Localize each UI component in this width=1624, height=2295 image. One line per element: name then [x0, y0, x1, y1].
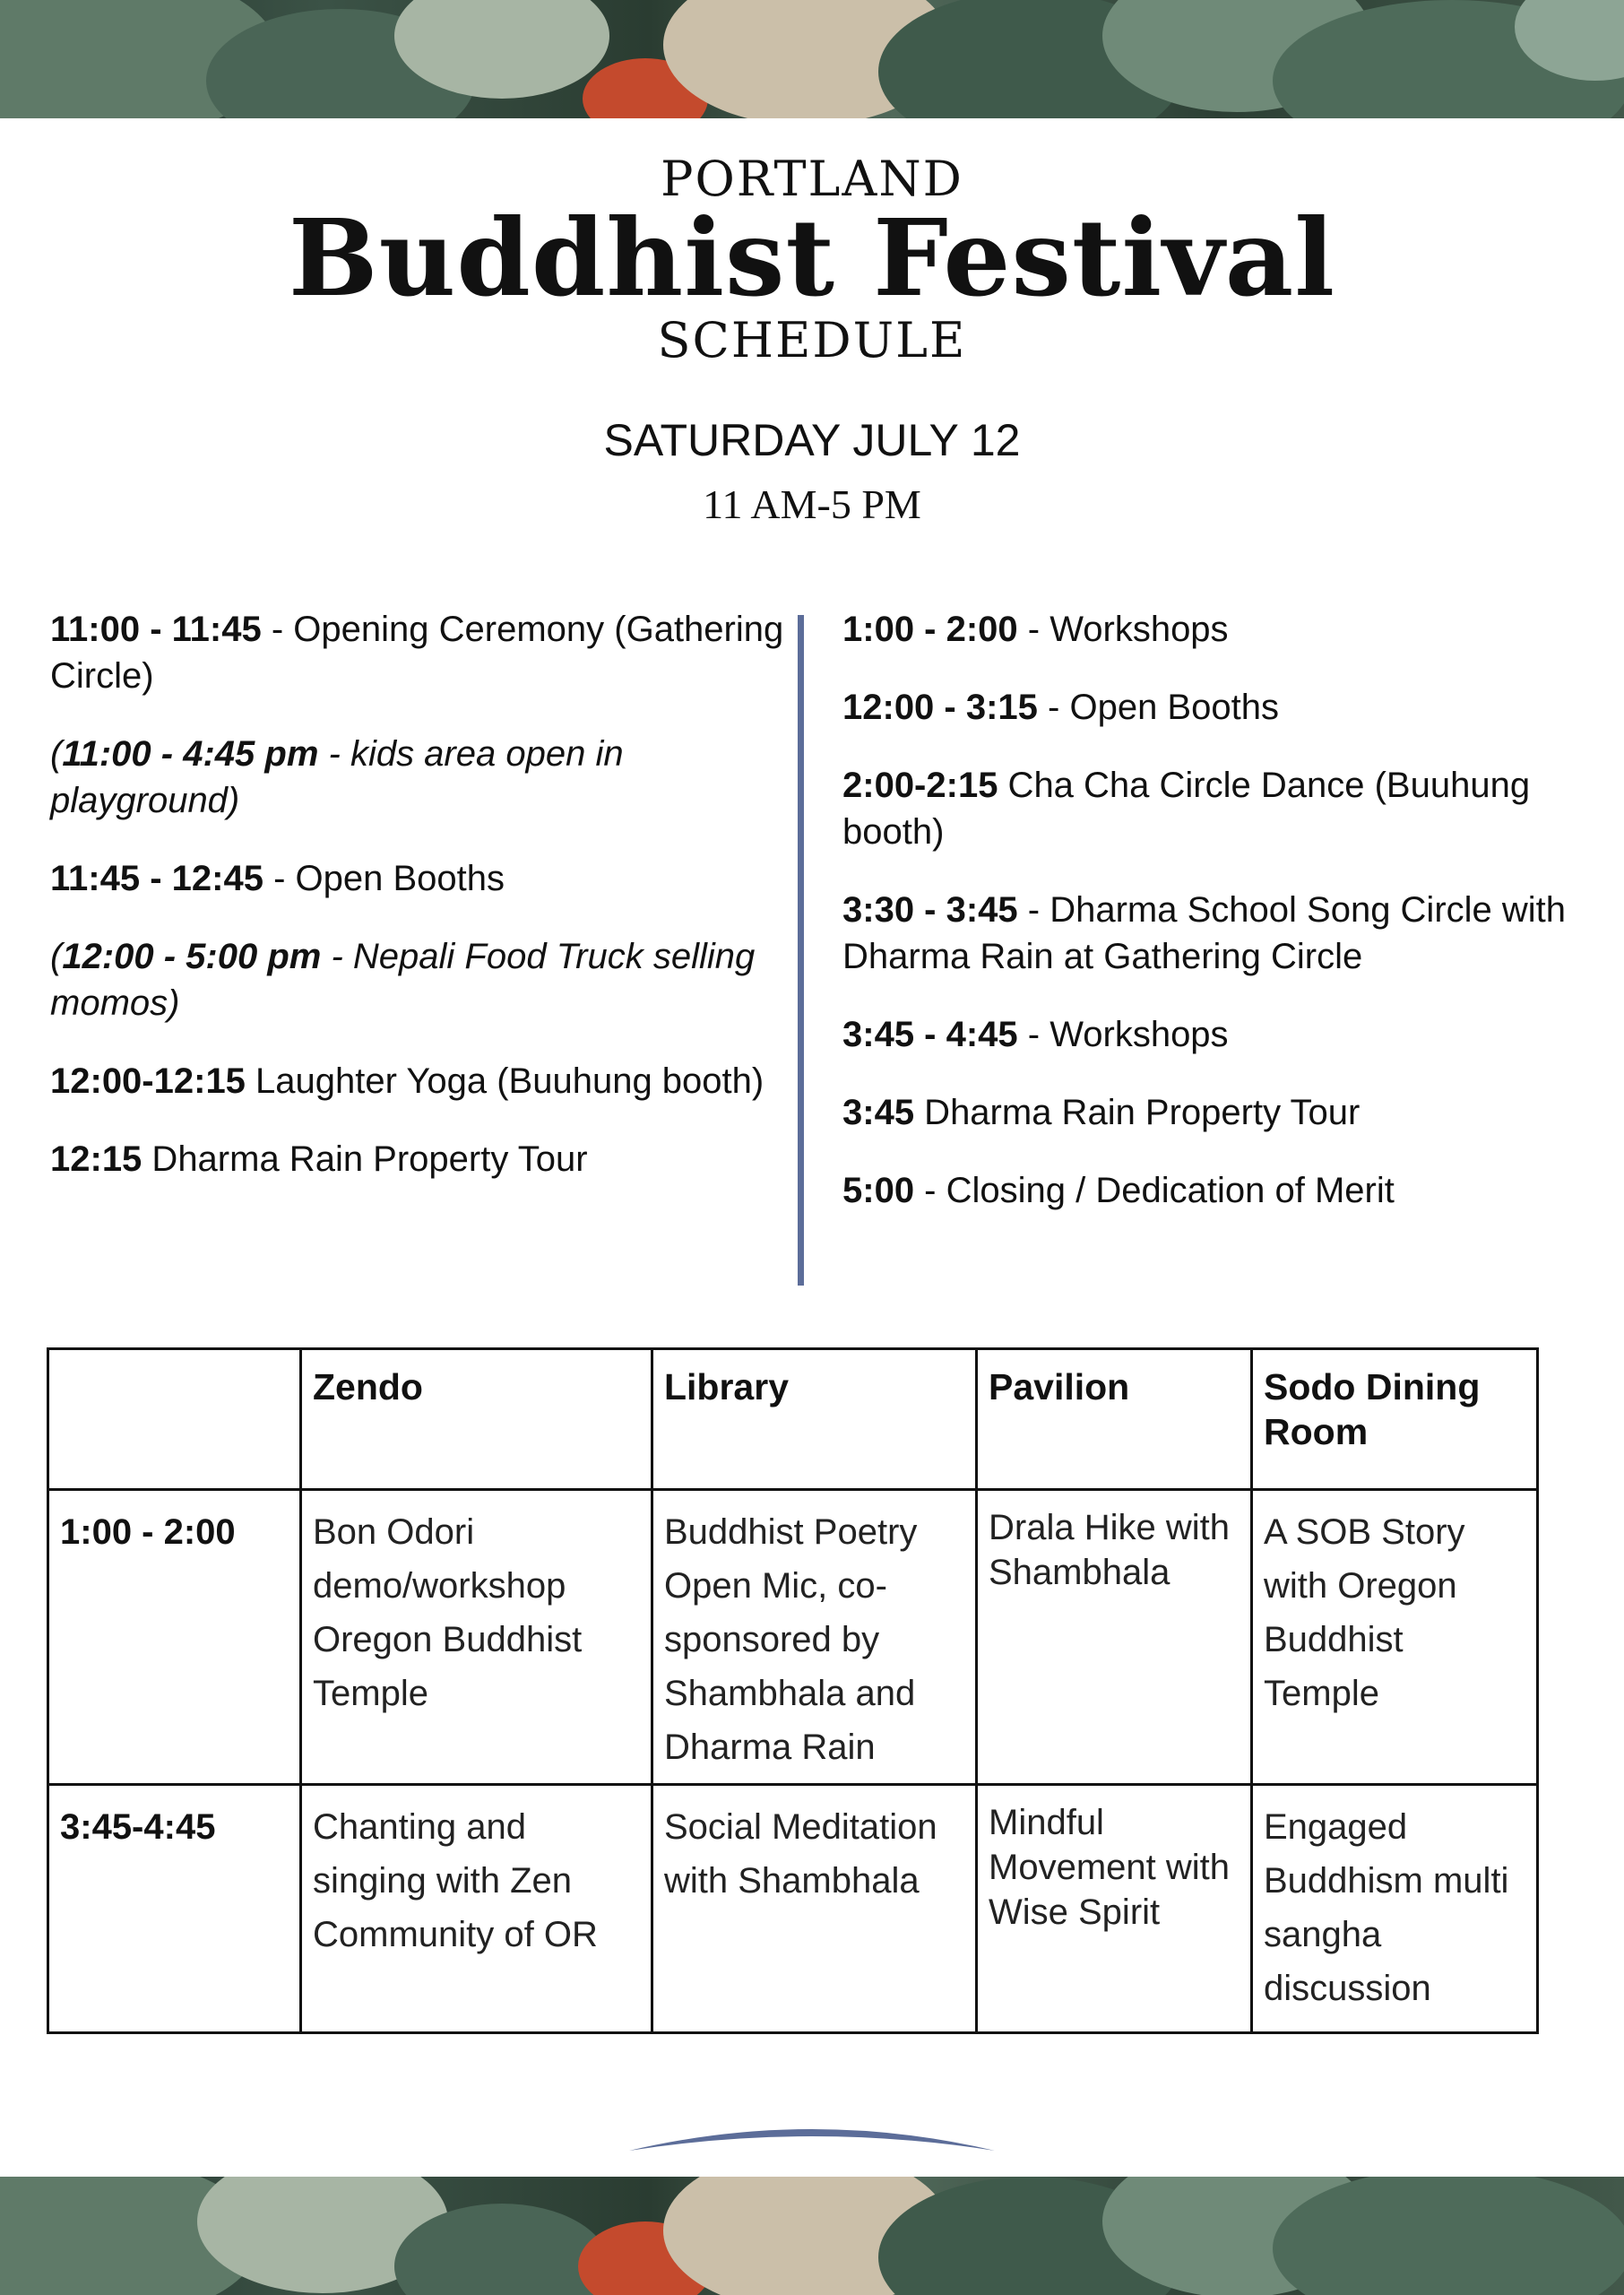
table-row — [48, 1785, 1538, 2033]
schedule-item: 1:00 - 2:00 - Workshops — [842, 610, 1229, 649]
festival-title: Buddhist Festival — [288, 195, 1336, 320]
table-cell: Bon Odori demo/workshop Oregon Buddhist Temple — [301, 1490, 652, 1785]
leaf-photo-bottom — [0, 2177, 1624, 2295]
schedule-right-column — [842, 606, 1613, 1245]
table-cell: Mindful Movement with Wise Spirit — [977, 1785, 1252, 2033]
table-cell: Social Meditation with Shambhala — [652, 1785, 977, 2033]
table-cell: Buddhist Poetry Open Mic, co-sponsored by Shambhala and Dharma Rain — [652, 1490, 977, 1785]
table-cell: Engaged Buddhism multi sangha discussion — [1252, 1785, 1538, 2033]
schedule-item: (12:00 - 5:00 pm - Nepali Food Truck selling momos) — [50, 937, 756, 1023]
schedule-item: 2:00-2:15 Cha Cha Circle Dance (Buuhung booth) — [842, 766, 1531, 852]
schedule-item: 12:00-12:15 Laughter Yoga (Buuhung booth) — [50, 1061, 764, 1101]
table-header-row — [48, 1349, 1538, 1490]
city-title: PORTLAND — [661, 151, 963, 207]
schedule-item: 12:15 Dharma Rain Property Tour — [50, 1139, 588, 1179]
table-cell: A SOB Story with Oregon Buddhist Temple — [1252, 1490, 1538, 1785]
leaf-photo-top — [0, 0, 1624, 118]
table-cell: Chanting and singing with Zen Community of OR — [301, 1785, 652, 2033]
column-divider — [798, 615, 804, 1286]
workshop-table — [47, 1347, 1539, 2034]
event-hours: 11 AM-5 PM — [703, 481, 921, 527]
top-photo-banner — [0, 0, 1624, 118]
table-cell: Drala Hike with Shambhala — [977, 1490, 1252, 1785]
decorative-swoosh — [627, 2111, 997, 2154]
schedule-item: 3:45 - 4:45 - Workshops — [842, 1015, 1229, 1054]
schedule-left-column — [50, 606, 785, 1214]
header-cell-library: Library — [652, 1349, 977, 1490]
time-cell: 3:45-4:45 — [48, 1785, 301, 2033]
schedule-item: 3:45 Dharma Rain Property Tour — [842, 1093, 1361, 1132]
schedule-item: 3:30 - 3:45 - Dharma School Song Circle with Dharma Rain at Gathering Circle — [842, 890, 1567, 976]
event-date: SATURDAY JULY 12 — [603, 415, 1021, 465]
header-cell-zendo: Zendo — [301, 1349, 652, 1490]
schedule-item: 11:45 - 12:45 - Open Booths — [50, 859, 505, 898]
bottom-photo-banner — [0, 2177, 1624, 2295]
schedule-subtitle: SCHEDULE — [657, 312, 967, 368]
schedule-item: 5:00 - Closing / Dedication of Merit — [842, 1171, 1395, 1210]
header-cell-pavilion: Pavilion — [977, 1349, 1252, 1490]
schedule-item: 11:00 - 11:45 - Opening Ceremony (Gathering Circle) — [50, 610, 784, 696]
schedule-item: 12:00 - 3:15 - Open Booths — [842, 688, 1279, 727]
table-row — [48, 1490, 1538, 1785]
header-cell — [48, 1349, 301, 1490]
schedule-item: (11:00 - 4:45 pm - kids area open in playground) — [50, 734, 624, 820]
time-cell: 1:00 - 2:00 — [48, 1490, 301, 1785]
header-cell-sodo: Sodo Dining Room — [1252, 1349, 1538, 1490]
